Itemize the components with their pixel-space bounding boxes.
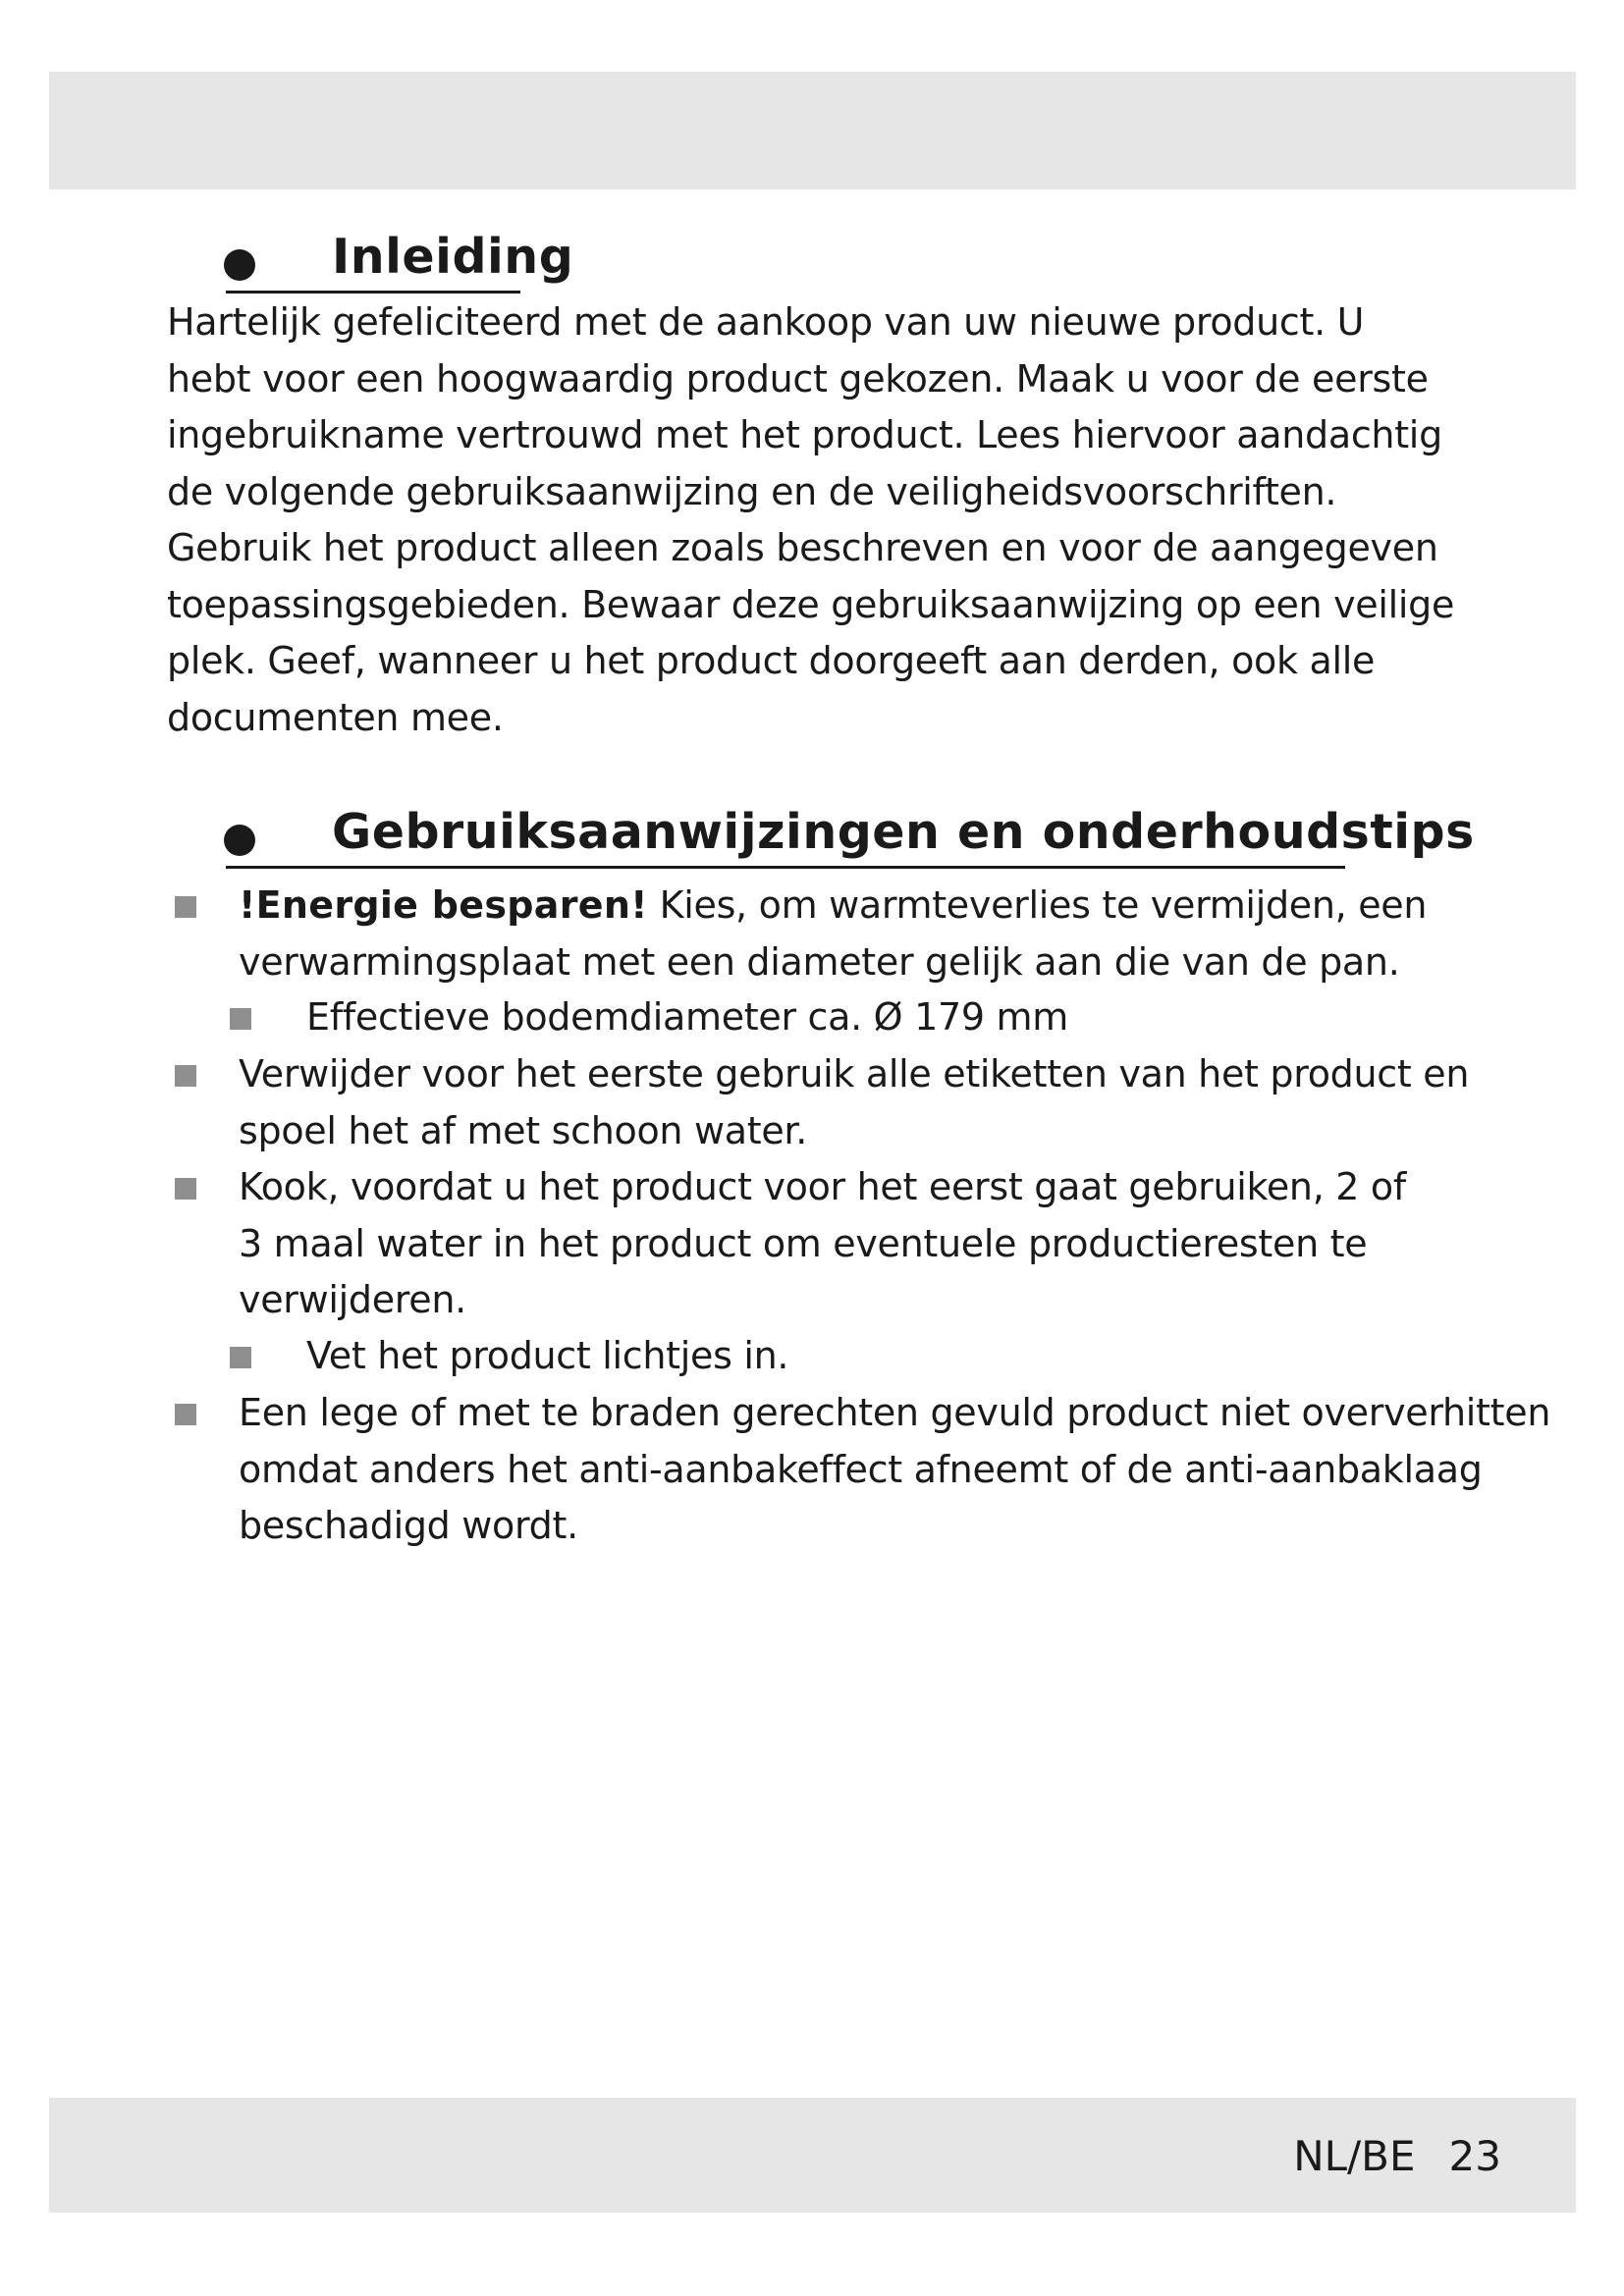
list-item-text: Een lege of met te braden gerechten gevuld product niet oververhitten: [239, 1391, 1551, 1434]
section-title: Gebruiksaanwijzingen en onderhoudstips: [332, 804, 1475, 860]
list-item: [239, 1159, 1406, 1329]
list-item-text: Vet het product lichtjes in.: [306, 1334, 789, 1377]
paragraph-line: hebt voor een hoogwaardig product gekozen. Maak u voor de eerste: [167, 356, 1429, 400]
heading-underline: [226, 866, 1345, 869]
locale-label: NL/BE: [1293, 2132, 1416, 2180]
intro-paragraph: [167, 294, 1455, 746]
square-bullet-icon: [230, 1008, 251, 1030]
list-item: [239, 1385, 1550, 1555]
emphasis-text: !Energie besparen!: [239, 883, 648, 927]
paragraph-line: toepassingsgebieden. Bewaar deze gebruiksaanwijzing op een veilige: [167, 582, 1455, 626]
square-bullet-icon: [175, 896, 196, 918]
list-item-text: beschadigd wordt.: [239, 1504, 578, 1547]
list-item-text: Kies, om warmteverlies te vermijden, een: [647, 883, 1428, 927]
paragraph-line: documenten mee.: [167, 695, 504, 739]
paragraph-line: ingebruikname vertrouwd met het product. Lees hiervoor aandachtig: [167, 413, 1442, 456]
paragraph-line: Hartelijk gefeliciteerd met de aankoop van uw nieuwe product. U: [167, 300, 1365, 344]
page-footer: [1293, 2133, 1501, 2180]
section-heading-tips: [226, 803, 1502, 872]
list-item-text: verwijderen.: [239, 1278, 466, 1321]
page-number: 23: [1448, 2132, 1501, 2180]
paragraph-line: plek. Geef, wanneer u het product doorgeeft aan derden, ook alle: [167, 639, 1376, 682]
header-band: [49, 72, 1576, 189]
list-item: [239, 1046, 1469, 1159]
list-item-text: Kook, voordat u het product voor het eerst gaat gebruiken, 2 of: [239, 1165, 1406, 1208]
section-title: Inleiding: [332, 229, 574, 285]
bullet-dot-icon: [224, 825, 255, 856]
section-heading-inleiding: [226, 228, 717, 296]
list-item-text: spoel het af met schoon water.: [239, 1108, 808, 1152]
square-bullet-icon: [175, 1404, 196, 1425]
square-bullet-icon: [175, 1178, 196, 1200]
sub-list-item: [306, 989, 1068, 1046]
paragraph-line: Gebruik het product alleen zoals beschreven en voor de aangegeven: [167, 526, 1438, 569]
square-bullet-icon: [175, 1065, 196, 1087]
bullet-dot-icon: [224, 249, 255, 281]
heading-underline: [226, 291, 520, 294]
list-item-text: Verwijder voor het eerste gebruik alle etiketten van het product en: [239, 1052, 1470, 1095]
square-bullet-icon: [230, 1347, 251, 1368]
list-item-text: Effectieve bodemdiameter ca. Ø 179 mm: [306, 995, 1068, 1039]
list-item-text: verwarmingsplaat met een diameter gelijk aan die van de pan.: [239, 939, 1400, 984]
sub-list-item: [306, 1328, 788, 1385]
list-item-text: omdat anders het anti-aanbakeffect afneemt of de anti-aanbaklaag: [239, 1447, 1483, 1491]
paragraph-line: de volgende gebruiksaanwijzing en de veiligheidsvoorschriften.: [167, 469, 1337, 513]
list-item: [239, 878, 1427, 990]
list-item-text: 3 maal water in het product om eventuele productieresten te: [239, 1221, 1368, 1265]
